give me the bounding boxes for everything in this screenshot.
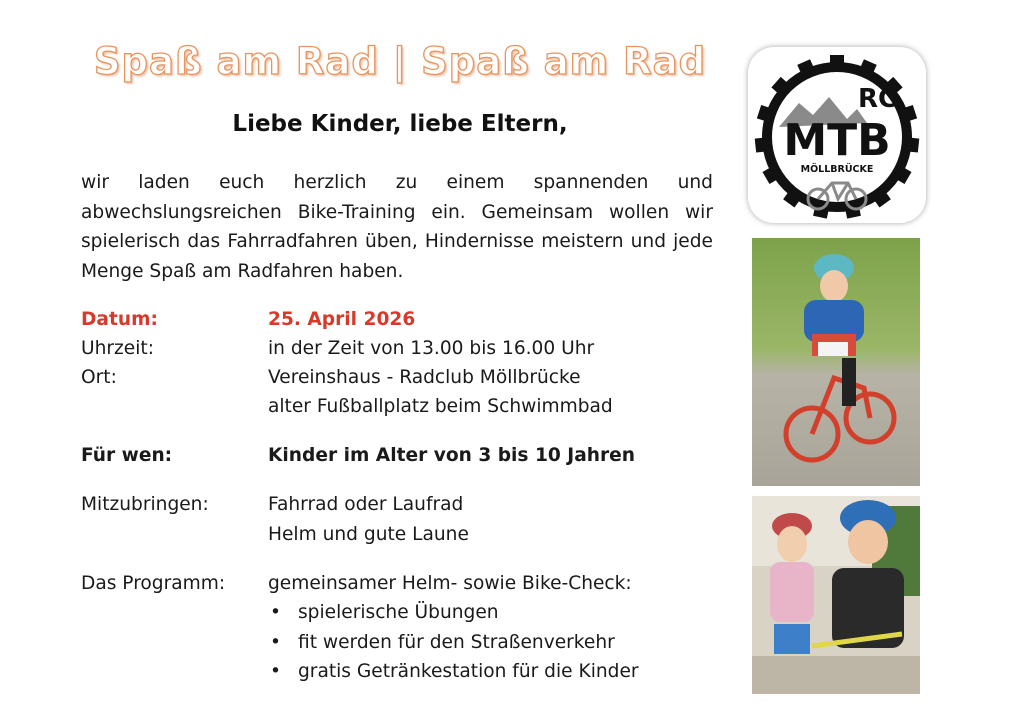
mitbringen-label: Mitzubringen: xyxy=(81,494,209,515)
mitbringen-value-line1: Fahrrad oder Laufrad xyxy=(268,494,464,515)
bullet-icon: • xyxy=(270,602,281,623)
ort-value-line2: alter Fußballplatz beim Schwimmbad xyxy=(268,396,613,417)
svg-text:RC: RC xyxy=(858,84,898,114)
bullet-icon: • xyxy=(270,661,281,682)
programm-intro: gemeinsamer Helm- sowie Bike-Check: xyxy=(268,573,632,594)
gear-logo-icon xyxy=(748,47,926,223)
zielgruppe-value: Kinder im Alter von 3 bis 10 Jahren xyxy=(268,445,636,466)
programm-label: Das Programm: xyxy=(81,573,226,594)
bullet-icon: • xyxy=(270,631,281,653)
intro-paragraph: wir laden euch herzlich zu einem spannenden und abwechslungsreichen Bike-Training ein. Gemeinsam wollen wir spielerisch das Fahrradfahren üben, Hindernisse meistern und jede Menge Spaß am Radfahren haben. xyxy=(81,172,713,282)
zielgruppe-label: Für wen: xyxy=(81,445,173,466)
datum-label: Datum: xyxy=(81,309,158,330)
page-title: Spaß am Rad | Spaß am Rad xyxy=(93,40,707,83)
programm-item: • spielerische Übungen xyxy=(268,598,728,628)
mitbringen-value-line2: Helm und gute Laune xyxy=(268,524,469,545)
svg-text:MTB: MTB xyxy=(783,115,891,166)
photo-boy-on-bike xyxy=(752,238,920,486)
programm-item: • gratis Getränkestation für die Kinder xyxy=(268,657,728,687)
datum-value: 25. April 2026 xyxy=(268,309,416,330)
svg-text:MÖLLBRÜCKE: MÖLLBRÜCKE xyxy=(800,164,874,175)
ort-label: Ort: xyxy=(81,367,117,388)
programm-item: • fit werden für den Straßenverkehr xyxy=(268,628,728,658)
ort-value-line1: Vereinshaus - Radclub Möllbrücke xyxy=(268,367,581,388)
greeting-heading: Liebe Kinder, liebe Eltern, xyxy=(232,111,568,137)
uhrzeit-label: Uhrzeit: xyxy=(81,338,154,359)
uhrzeit-value: in der Zeit von 13.00 bis 16.00 Uhr xyxy=(268,338,595,359)
club-logo xyxy=(748,47,926,223)
photo-kids-with-helmets xyxy=(752,496,920,694)
